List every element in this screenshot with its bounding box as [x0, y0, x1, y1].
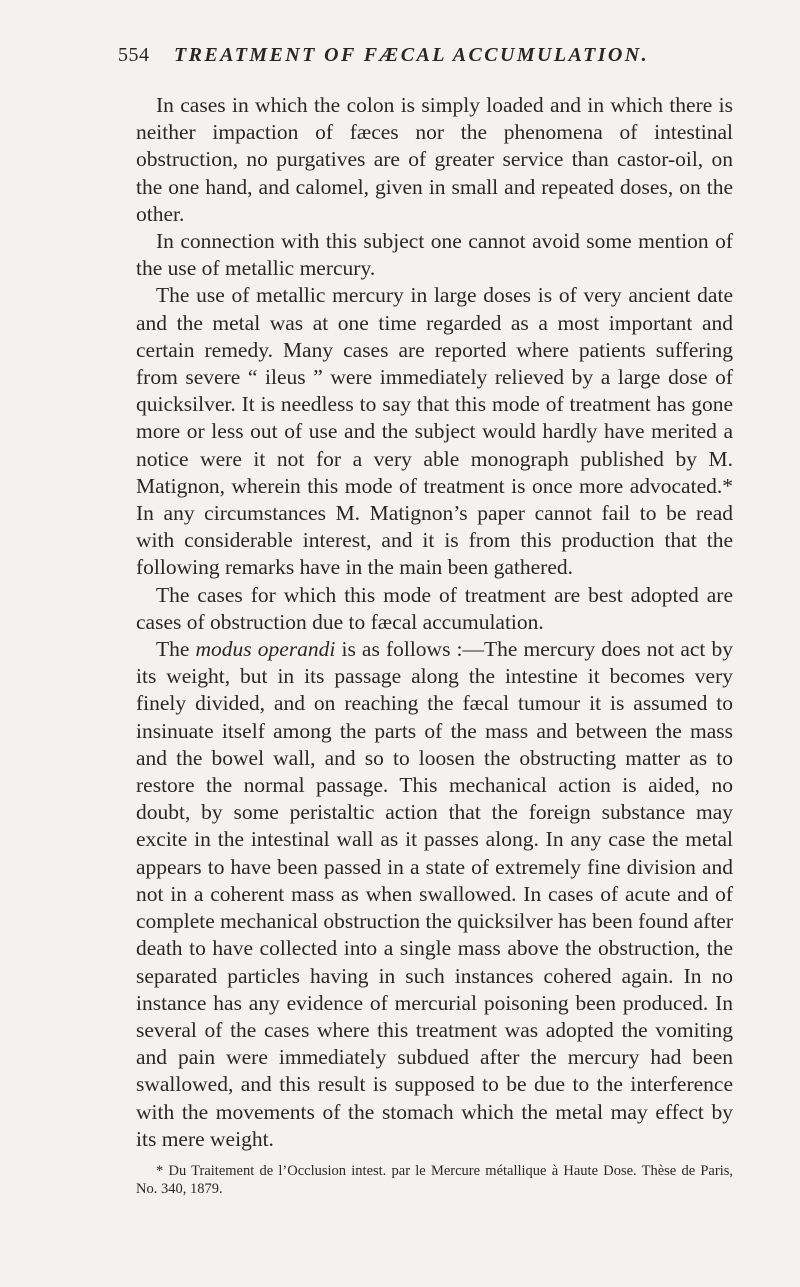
page-number: 554: [118, 44, 150, 66]
paragraph-5: [136, 636, 733, 1153]
footnote: * Du Traitement de l’Occlusion intest. par le Mercure métallique à Haute Dose. Thèse de Paris, No. 340, 1879.: [136, 1162, 733, 1197]
paragraph-1: In cases in which the colon is simply loaded and in which there is neither impaction of fæces nor the phenomena of intestinal obstruction, no purgatives are of greater service than castor-oil, on the one hand, and calomel, given in small and repeated doses, on the other.: [136, 93, 733, 226]
paragraph-3: The use of metallic mercury in large doses is of very ancient date and the metal was at one time regarded as a most important and certain remedy. Many cases are reported where patients suffering from severe “ ileus ” were immediately relieved by a large dose of quicksilver. It is needless to say that this mode of treatment has gone more or less out of use and the subject would hardly have merited a notice were it not for a very able monograph published by M. Matignon, wherein this mode of treatment is once more advocated.* In any circumstances M. Matignon’s paper cannot fail to be read with considerable interest, and it is from this production that the following remarks have in the main been gathered.: [136, 283, 733, 580]
page-header: [118, 44, 730, 74]
running-title: TREATMENT OF FÆCAL ACCUMULATION.: [174, 44, 650, 66]
paragraph-2: In connection with this subject one cannot avoid some mention of the use of metallic mercury.: [136, 229, 733, 281]
body-text: [136, 92, 733, 1212]
paragraph-5-rest: is as follows :—The mercury does not act by its weight, but in its passage along the intestine it becomes very finely divided, and on reaching the fæcal tumour it is assumed to insinuate itself among the parts of the mass and between the mass and the bowel wall, and so to loosen the obstructing matter as to restore the normal passage. This mechanical action is aided, no doubt, by some peristaltic action that the foreign substance may excite in the intestinal wall as it passes along. In any case the metal appears to have been passed in a state of extremely fine division and not in a coherent mass as when swallowed. In cases of acute and of complete mechanical obstruction the quicksilver has been found after death to have collected into a single mass above the obstruction, the separated particles having in such instances cohered again. In no instance has any evidence of mercurial poisoning been produced. In several of the cases where this treatment was adopted the vomiting and pain were immediately subdued after the mercury had been swallowed, and this result is supposed to be due to the interference with the movements of the stomach which the metal may effect by its mere weight.: [136, 637, 734, 1151]
modus-operandi-italic: modus operandi: [195, 637, 336, 662]
paragraph-5-start: The: [156, 637, 196, 662]
paragraph-4: The cases for which this mode of treatment are best adopted are cases of obstruction due to fæcal accumulation.: [136, 582, 733, 634]
